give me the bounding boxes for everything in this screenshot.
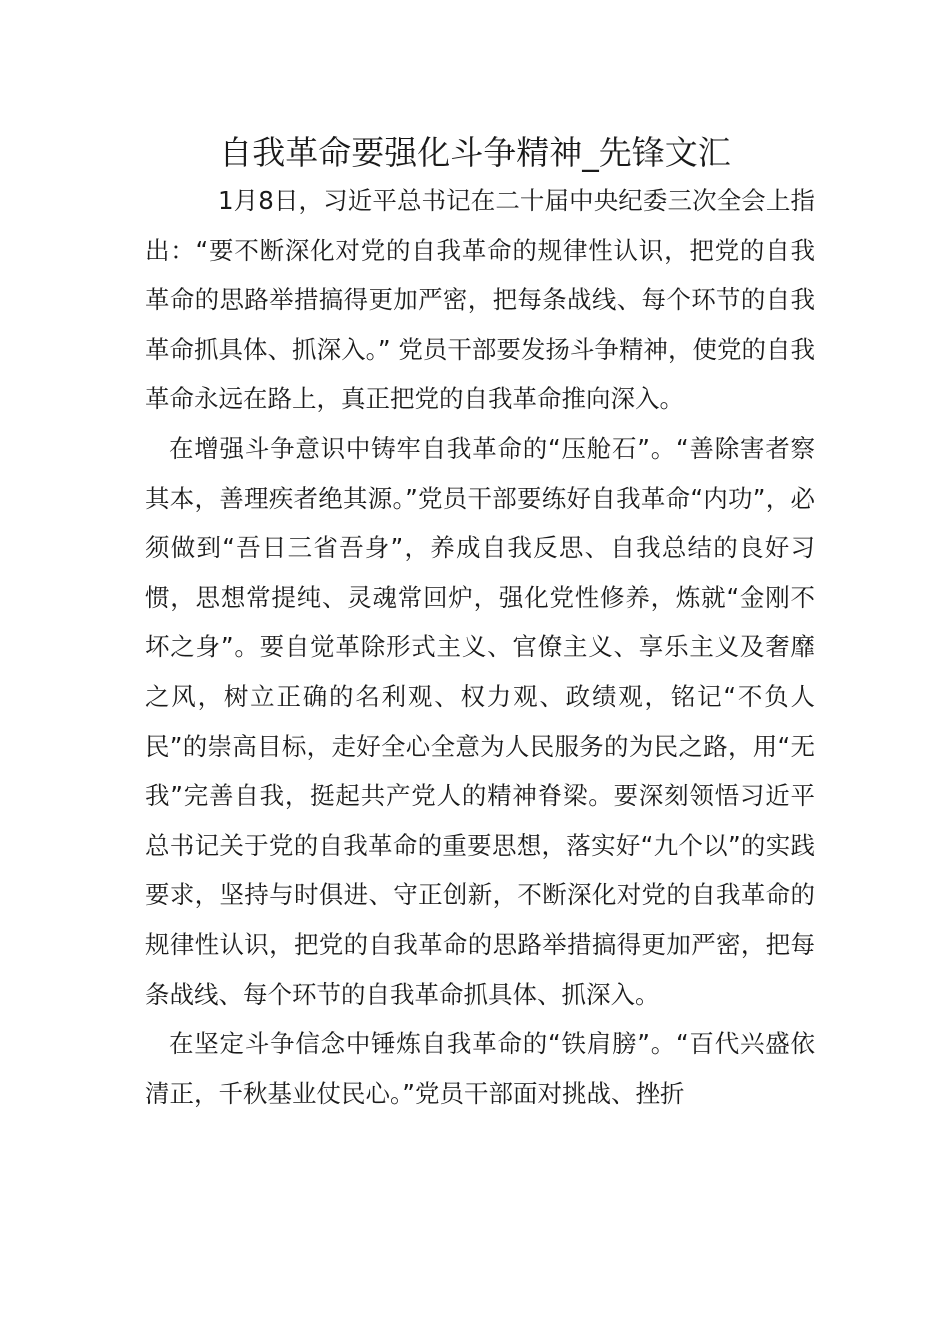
paragraph-3: 在坚定斗争信念中锤炼自我革命的“铁肩膀”。“百代兴盛依清正，千秋基业仗民心。”党员干部面对挑战、挫折	[145, 1029, 815, 1108]
paragraph-2: 在增强斗争意识中铸牢自我革命的“压舱石”。“善除害者察其本，善理疾者绝其源。”党员干部要练好自我革命“内功”，必须做到“吾日三省吾身”，养成自我反思、自我总结的良好习惯，思想常提纯、灵魂常回炉，强化党性修养，炼就“金刚不坏之身”。要自觉革除形式主义、官僚主义、享乐主义及奢靡之风，树立正确的名利观、权力观、政绩观，铭记“不负人民”的崇高目标，走好全心全意为人民服务的为民之路，用“无我”完善自我，挺起共产党人的精神脊梁。要深刻领悟习近平总书记关于党的自我革命的重要思想，落实好“九个以”的实践要求，坚持与时俱进、守正创新，不断深化对党的自我革命的规律性认识，把党的自我革命的思路举措搞得更加严密，把每条战线、每个环节的自我革命抓具体、抓深入。	[145, 433, 815, 1009]
document-title: 自我革命要强化斗争精神_先锋文汇	[219, 133, 731, 172]
document-body	[145, 176, 815, 1118]
paragraph-1: 1月8日，习近平总书记在二十届中央纪委三次全会上指出：“要不断深化对党的自我革命的规律性认识，把党的自我革命的思路举措搞得更加严密，把每条战线、每个环节的自我革命抓具体、抓深入。” 党员干部要发扬斗争精神，使党的自我革命永远在路上，真正把党的自我革命推向深入。	[145, 186, 815, 414]
